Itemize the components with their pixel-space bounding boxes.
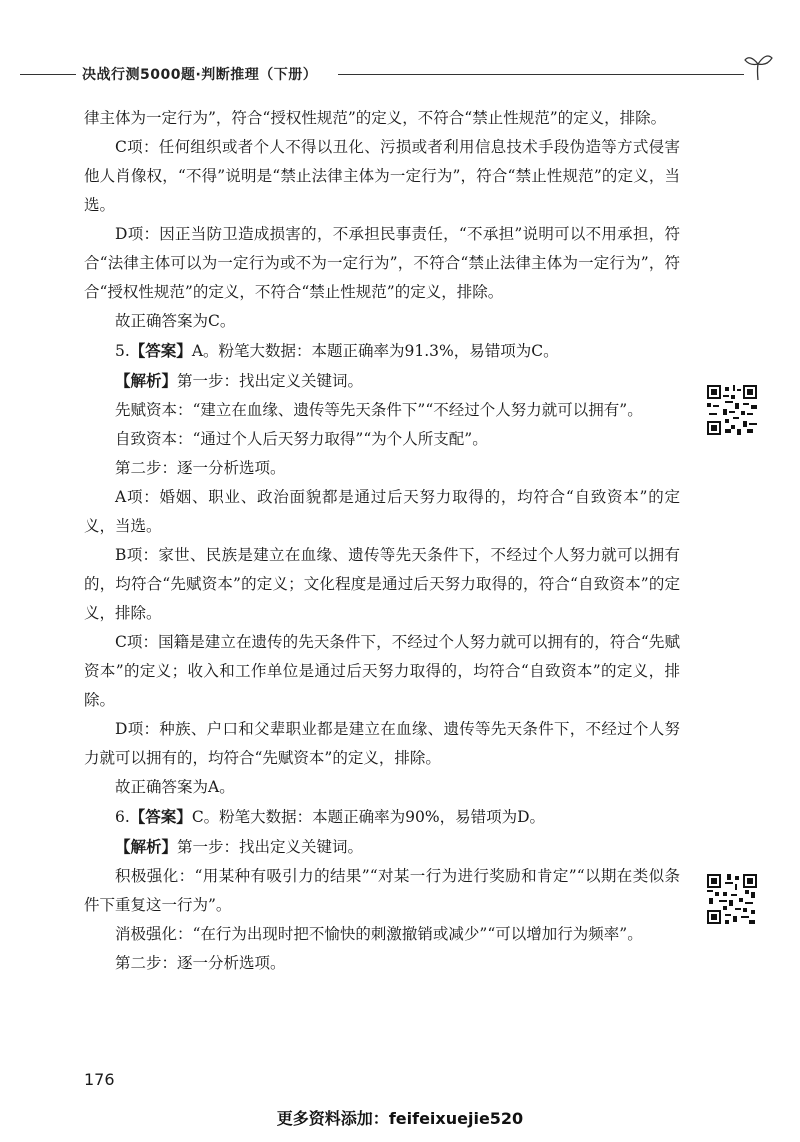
paragraph-text: 消极强化：“在行为出现时把不愉快的刺激撤销或减少”“可以增加行为频率”。 — [115, 925, 643, 943]
paragraph-text: C。粉笔大数据：本题正确率为90%，易错项为D。 — [191, 808, 546, 826]
paragraph — [84, 220, 680, 307]
paragraph — [84, 104, 680, 133]
question-number: 6. — [115, 808, 130, 826]
paragraph-text: A项：婚姻、职业、政治面貌都是通过后天努力取得的，均符合“自致资本”的定义，当选。 — [84, 488, 680, 535]
paragraph — [84, 628, 680, 715]
paragraph — [84, 832, 680, 862]
paragraph — [84, 920, 680, 949]
paragraph-text: 故正确答案为A。 — [115, 778, 235, 796]
paragraph — [84, 715, 680, 773]
page-number: 176 — [84, 1070, 115, 1089]
paragraph-text: 故正确答案为C。 — [115, 312, 236, 330]
paragraph-text: A。粉笔大数据：本题正确率为91.3%，易错项为C。 — [191, 342, 559, 360]
qr-code-icon[interactable] — [707, 385, 757, 435]
paragraph-text: D项：种族、户口和父辈职业都是建立在血缘、遗传等先天条件下，不经过个人努力就可以拥有的，均符合“先赋资本”的定义，排除。 — [84, 720, 680, 767]
paragraph-text: C项：任何组织或者个人不得以丑化、污损或者利用信息技术手段伪造等方式侵害他人肖像权，“不得”说明是“禁止法律主体为一定行为”，符合“禁止性规范”的定义，当选。 — [84, 138, 680, 214]
paragraph-text: 第二步：逐一分析选项。 — [115, 459, 286, 477]
paragraph-text: B项：家世、民族是建立在血缘、遗传等先天条件下，不经过个人努力就可以拥有的，均符合“先赋资本”的定义；文化程度是通过后天努力取得的，符合“自致资本”的定义，排除。 — [84, 546, 680, 622]
paragraph-text: 第二步：逐一分析选项。 — [115, 954, 286, 972]
paragraph — [84, 541, 680, 628]
paragraph — [84, 862, 680, 920]
paragraph-text: C项：国籍是建立在遗传的先天条件下，不经过个人努力就可以拥有的，符合“先赋资本”的定义；收入和工作单位是通过后天努力取得的，均符合“自致资本”的定义，排除。 — [84, 633, 680, 709]
footer-label: 更多资料添加： — [276, 1109, 389, 1128]
paragraph — [84, 396, 680, 425]
paragraph-text: 积极强化：“用某种有吸引力的结果”“对某一行为进行奖励和肯定”“以期在类似条件下重复这一行为”。 — [84, 867, 680, 914]
paragraph — [84, 425, 680, 454]
paragraph-text: D项：因正当防卫造成损害的，不承担民事责任，“不承担”说明可以不用承担，符合“法律主体可以为一定行为或不为一定行为”，不符合“禁止法律主体为一定行为”，符合“授权性规范”的定义，不符合“禁止性规范”的定义，排除。 — [84, 225, 680, 301]
paragraph-text: 第一步：找出定义关键词。 — [177, 838, 364, 856]
paragraph — [84, 483, 680, 541]
question-number: 5. — [115, 342, 130, 360]
paragraph — [84, 307, 680, 336]
header-rule-left — [20, 74, 76, 75]
qr-code-icon[interactable] — [707, 874, 757, 924]
sprout-icon — [742, 50, 774, 84]
paragraph-text: 第一步：找出定义关键词。 — [177, 372, 364, 390]
paragraph — [84, 366, 680, 396]
paragraph — [84, 949, 680, 978]
footer-contact — [0, 1106, 800, 1129]
paragraph-text: 自致资本：“通过个人后天努力取得”“为个人所支配”。 — [115, 430, 488, 448]
book-title: 决战行测5000题·判断推理（下册） — [82, 67, 318, 83]
paragraph — [84, 336, 680, 366]
paragraph — [84, 454, 680, 483]
paragraph-text: 先赋资本：“建立在血缘、遗传等先天条件下”“不经过个人努力就可以拥有”。 — [115, 401, 643, 419]
paragraph — [84, 802, 680, 832]
paragraph-text: 律主体为一定行为”，符合“授权性规范”的定义，不符合“禁止性规范”的定义，排除。 — [84, 109, 667, 127]
section-tag: 【答案】 — [129, 341, 192, 360]
paragraph — [84, 133, 680, 220]
section-tag: 【解析】 — [115, 371, 178, 390]
running-header — [20, 62, 780, 86]
answer-explanation-body — [84, 104, 680, 978]
footer-contact-id: feifeixuejie520 — [388, 1109, 524, 1128]
section-tag: 【解析】 — [115, 837, 178, 856]
header-rule-right — [338, 74, 744, 75]
paragraph — [84, 773, 680, 802]
section-tag: 【答案】 — [129, 807, 192, 826]
